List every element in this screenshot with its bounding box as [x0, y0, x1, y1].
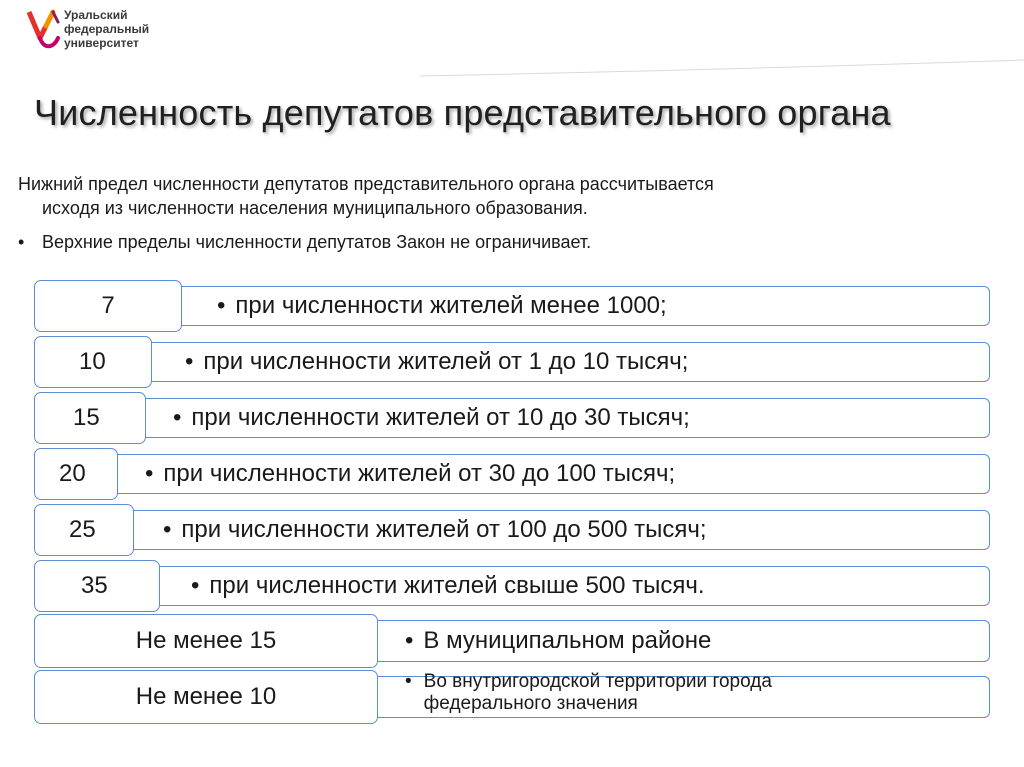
row-condition-box: [370, 671, 990, 718]
row-condition-box: [138, 398, 990, 438]
row-value: Не менее 10: [135, 683, 277, 710]
row-condition-line-2: федерального значения: [423, 693, 638, 714]
row-condition-text: при численности жителей от 1 до 10 тысяч;: [203, 348, 689, 375]
bullet-icon: •: [191, 572, 200, 599]
row-condition-text: при численности жителей менее 1000;: [235, 292, 667, 319]
bullet-icon: •: [18, 232, 25, 252]
row-value-box: [34, 504, 134, 556]
row-condition-lines: [424, 671, 772, 715]
university-logo: [26, 6, 186, 56]
row-value-box: [34, 560, 160, 612]
row-value: 20: [59, 460, 86, 487]
row-value: 25: [69, 516, 96, 543]
row-condition-box: [144, 342, 990, 382]
row-condition-box: [370, 620, 990, 662]
row-value-box: [34, 336, 152, 388]
logo-line-3: университет: [64, 36, 139, 50]
row-condition-box: [174, 286, 990, 326]
row-value: 10: [79, 348, 106, 375]
bullet-icon: •: [145, 460, 154, 487]
bullet-icon: •: [163, 516, 172, 543]
intro-text: [18, 172, 998, 254]
row-value: Не менее 15: [135, 627, 277, 654]
row-value: 35: [81, 572, 108, 599]
urfu-logo-icon: [26, 8, 62, 52]
row-value-box: [34, 392, 146, 444]
intro-line-2: исходя из численности населения муниципального образования.: [42, 198, 588, 218]
row-condition-text: при численности жителей от 30 до 100 тысяч;: [163, 460, 676, 487]
row-value-box: [34, 670, 378, 724]
row-condition-text: при численности жителей от 10 до 30 тысяч;: [191, 404, 690, 431]
bullet-icon: •: [405, 671, 412, 692]
bullet-icon: •: [217, 292, 226, 319]
bullet-icon: •: [185, 348, 194, 375]
bullet-icon: •: [405, 627, 414, 654]
row-condition-box: [152, 566, 990, 606]
row-condition-text: В муниципальном районе: [423, 627, 712, 654]
intro-line-1: Нижний предел численности депутатов представительного органа рассчитывается: [18, 174, 714, 194]
row-value-box: [34, 614, 378, 668]
intro-bullet-text: Верхние пределы численности депутатов Закон не ограничивает.: [42, 232, 592, 252]
row-condition-box: [110, 454, 990, 494]
logo-line-2: федеральный: [64, 22, 150, 36]
row-value-box: [34, 280, 182, 332]
row-value-box: [34, 448, 118, 500]
row-condition-box: [126, 510, 990, 550]
page-title: Численность депутатов представительного органа: [34, 92, 891, 133]
row-condition-text-block: [405, 671, 772, 715]
logo-line-1: Уральский: [64, 8, 128, 22]
decorative-line: [420, 20, 1024, 80]
row-value: 15: [73, 404, 100, 431]
bullet-icon: •: [173, 404, 182, 431]
intro-paragraph-1: [18, 172, 998, 220]
row-condition-line-1: Во внутригородской территории города: [423, 671, 772, 692]
row-condition-text: при численности жителей свыше 500 тысяч.: [209, 572, 705, 599]
row-condition-text: при численности жителей от 100 до 500 тысяч;: [181, 516, 707, 543]
row-value: 7: [101, 292, 115, 319]
intro-paragraph-2: [18, 230, 998, 254]
logo-text: [64, 8, 149, 50]
